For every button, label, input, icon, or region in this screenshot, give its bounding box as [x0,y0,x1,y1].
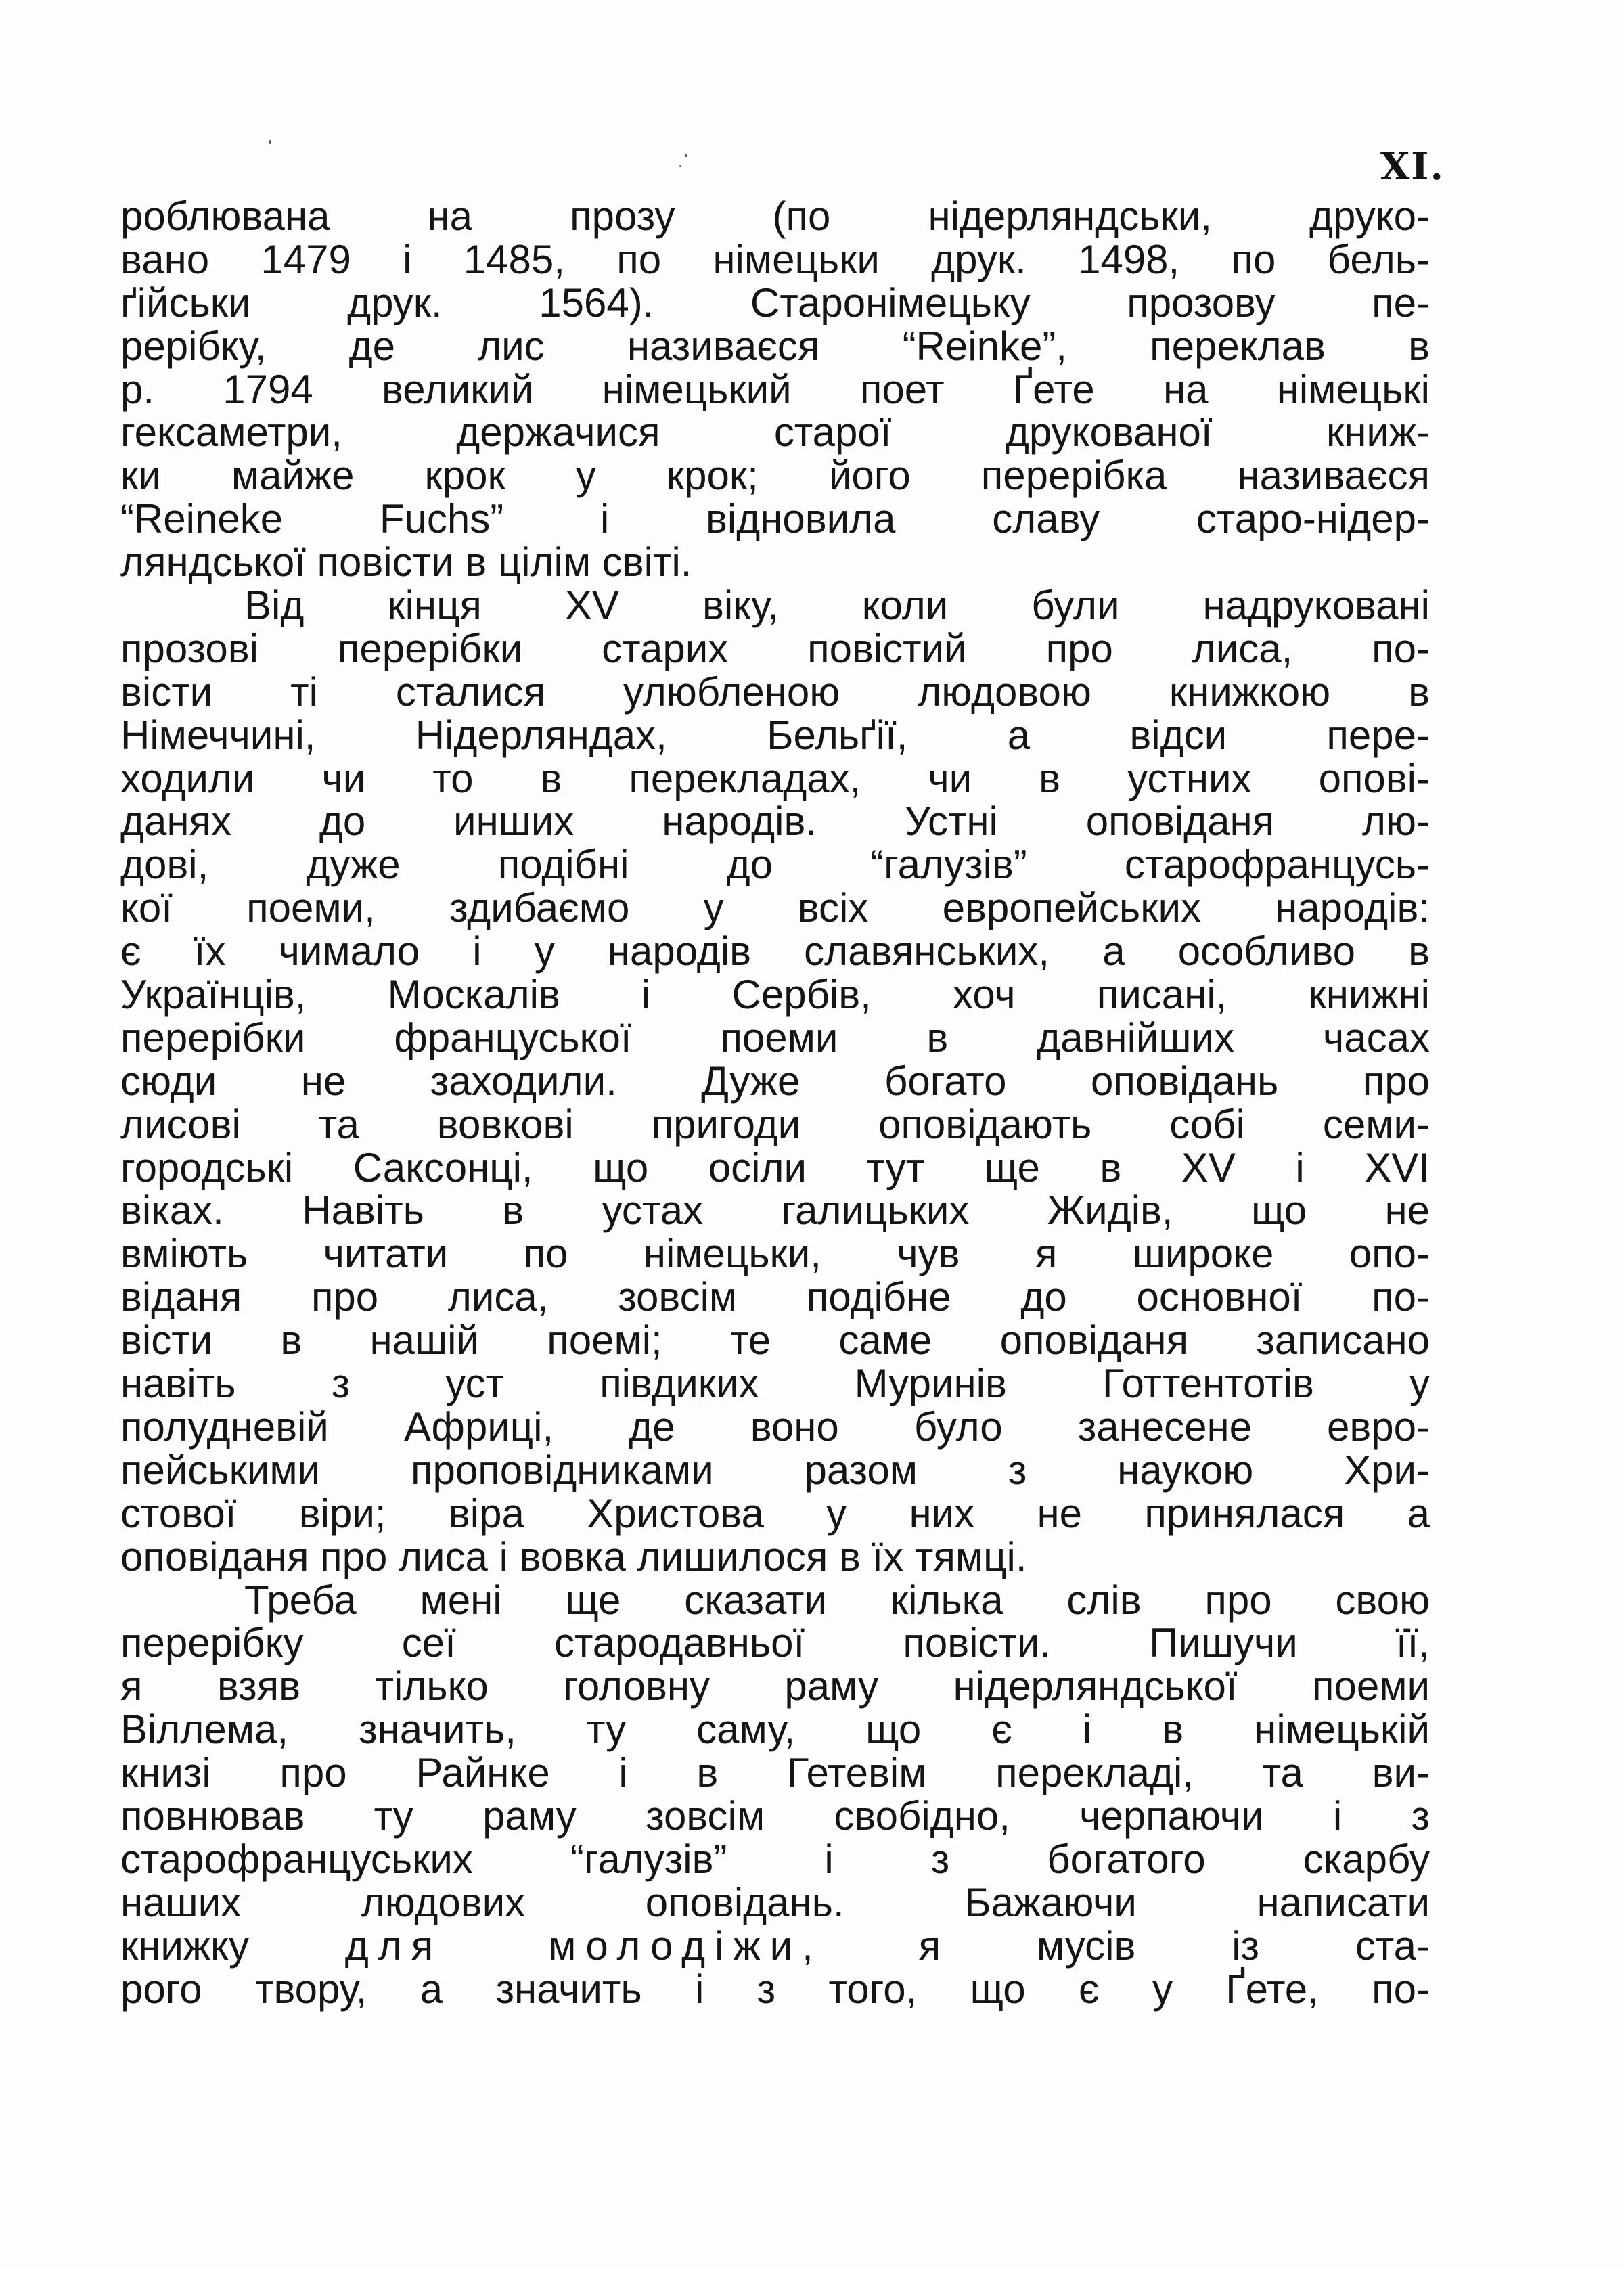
text-line: данях до инших народів. Устні оповіданя лю- [120,799,1430,845]
text-line: пейськими проповідниками разом з наукою Хри- [120,1447,1430,1493]
text-line: Треба мені ще сказати кілька слів про свою [244,1577,1430,1623]
text-line: Віллема, значить, ту саму, що є і в німецькій [120,1707,1430,1753]
paragraph-1 [120,195,1430,584]
scan-speck [685,154,687,157]
text-line: гексаметри, держачися старої друкованої книж- [120,409,1430,455]
text-line: сюди не заходили. Дуже богато оповідань про [120,1058,1430,1104]
text-line: Німеччині, Нідерляндах, Бельґії, а відси пере- [120,712,1430,758]
spaced-emphasis: для молодіжи, [344,1923,823,1969]
paragraph-3 [120,1579,1430,2011]
text-line: р. 1794 великий німецький поет Ґете на німецькі [120,366,1430,412]
text-line: ки майже крок у крок; його перерібка називаєся [120,453,1430,499]
text-line: городські Саксонці, що осіли тут ще в XV і XVI [120,1144,1430,1190]
text-line: повнював ту раму зовсім свобідно, черпаючи і з [120,1793,1430,1839]
body-text [120,195,1430,2010]
text-line: перерібки француської поеми в давнійших часах [120,1014,1430,1060]
text-line: Українців, Москалів і Сербів, хоч писані, книжні [120,972,1430,1018]
scan-speck [269,140,271,144]
text-line: вісти ті сталися улюбленою людовою книжкою в [120,669,1430,715]
text-line: полудневій Африці, де воно було занесене евро- [120,1403,1430,1450]
text-line: стової віри; віра Христова у них не принялася а [120,1490,1430,1536]
text-line: вісти в нашій поемі; те саме оповіданя записано [120,1318,1430,1364]
text-line: кої поеми, здибаємо у всіх европейських народів: [120,885,1430,931]
text-line: дові, дуже подібні до “галузів” старофранцусь- [120,842,1430,888]
text-line: я взяв тілько головну раму нідерляндської поеми [120,1663,1430,1709]
emphasis-after: я мусів із ста- [918,1923,1430,1969]
text-line: вано 1479 і 1485, по німецьки друк. 1498, по бель- [120,236,1430,282]
text-line: ґійськи друк. 1564). Старонімецьку прозову пе- [120,279,1430,325]
text-line: є їх чимало і у народів славянських, а особливо в [120,928,1430,974]
text-line: роблювана на прозу (по нідерляндськи, друко- [120,194,1430,239]
text-line-emphasis [120,1925,1430,1968]
text-line: книзі про Райнке і в Гетевім перекладі, та ви- [120,1750,1430,1796]
text-line: навіть з уст півдиких Муринів Готтентотів у [120,1361,1430,1407]
text-line: рого твору, а значить і з того, що є у Ґете, по- [120,1966,1430,2012]
text-line: вміють читати по німецьки, чув я широке опо- [120,1231,1430,1277]
text-line: перерібку сеї стародавньої повісти. Пишучи її, [120,1620,1430,1666]
text-line: віках. Навіть в устах галицьких Жидів, що не [120,1188,1430,1234]
text-line: наших людових оповідань. Бажаючи написати [120,1879,1430,1925]
text-line: ходили чи то в перекладах, чи в устних опові- [120,755,1430,801]
text-line: оповіданя про лиса і вовка лишилося в їх тямці. [120,1533,1027,1579]
text-line: Від кінця XV віку, коли були надруковані [244,583,1430,629]
text-line: лисові та вовкові пригоди оповідають собі семи- [120,1101,1430,1147]
page-number: XI. [1380,144,1445,189]
text-line: старофранцуських “галузів” і з богатого скарбу [120,1836,1430,1882]
text-line: віданя про лиса, зовсім подібне до основної по- [120,1274,1430,1320]
paragraph-2 [120,584,1430,1578]
scan-speck [679,165,681,167]
text-line: ляндської повісти в цілім світі. [120,539,692,585]
emphasis-before: книжку [120,1923,249,1969]
text-line: рерібку, де лис називаєся “Reinke”, переклав в [120,323,1430,369]
text-line: “Reineke Fuchs” і відновила славу старо-нідер- [120,496,1430,542]
text-line: прозові перерібки старих повістий про лиса, по- [120,625,1430,671]
